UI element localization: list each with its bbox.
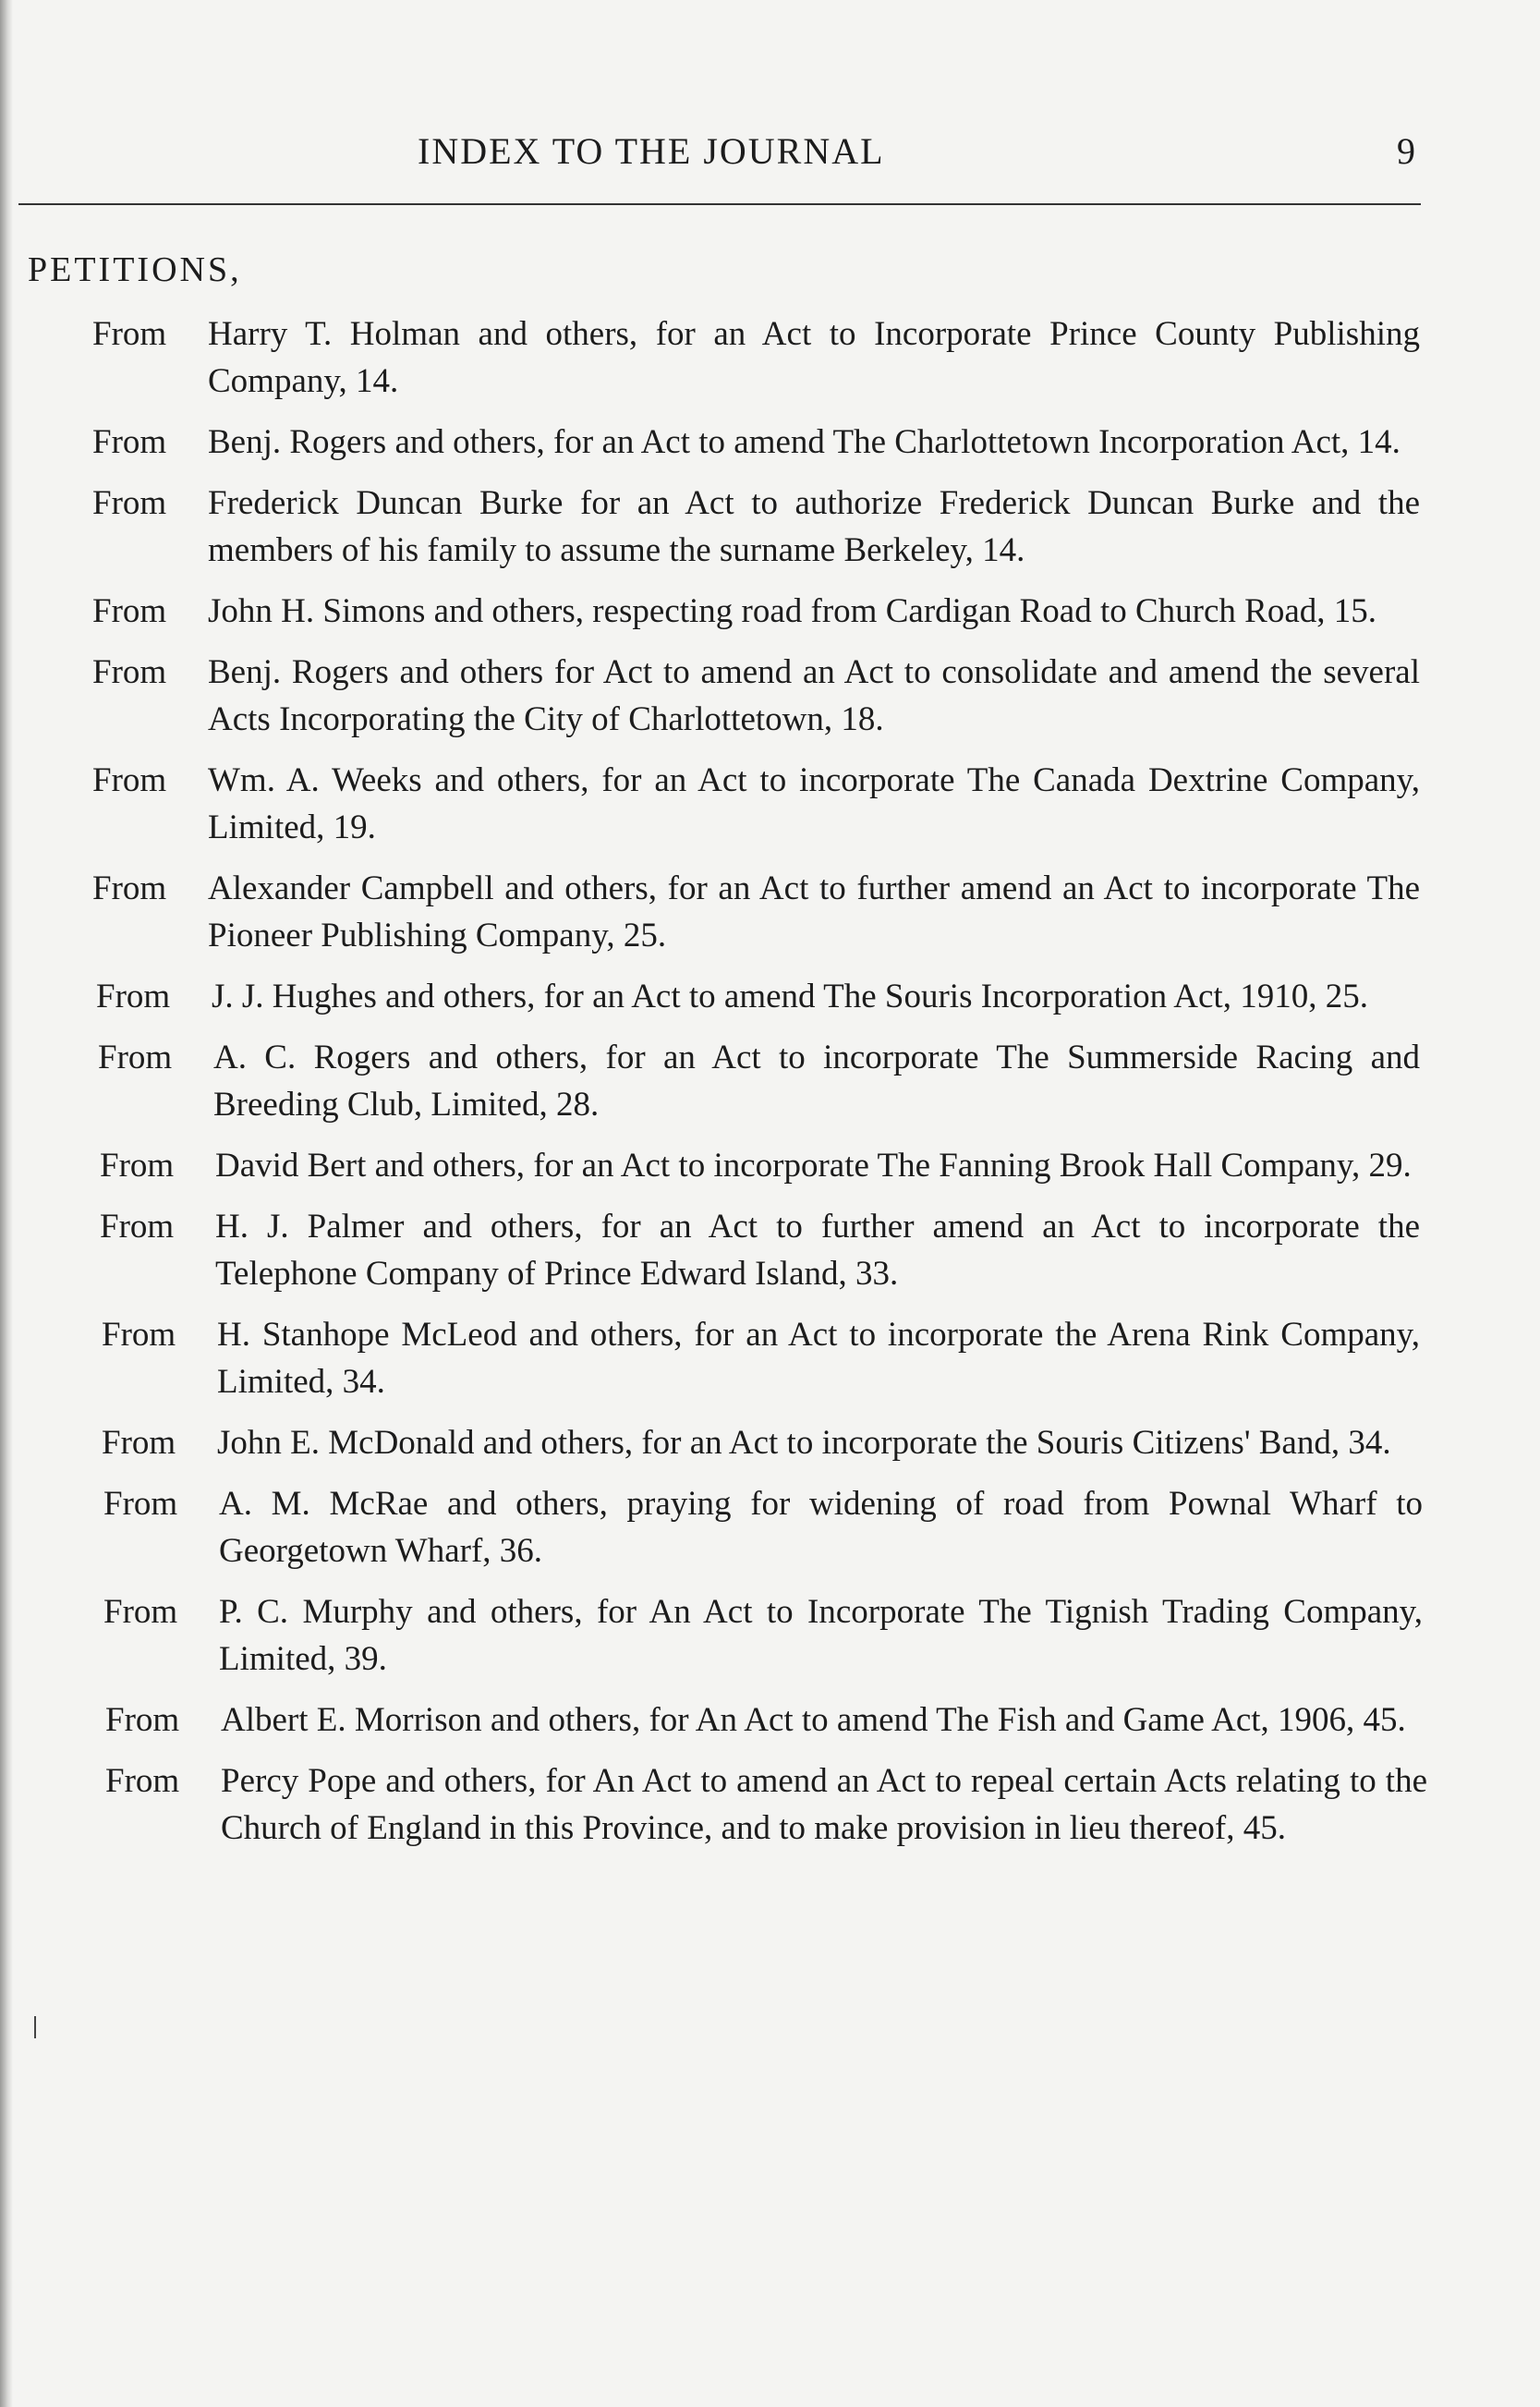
entry-lead: From [92,484,167,522]
petition-entry [92,865,1420,959]
petition-entry [92,419,1420,466]
entry-lead: From [105,1701,180,1739]
margin-mark [34,2016,36,2038]
header-rule [18,203,1421,205]
petition-list [0,310,1540,1866]
entry-text: Benj. Rogers and others for Act to amend an Act to consolidate and amend the several Acts Incorporating the City of Charlottetown, 18. [208,653,1420,738]
entry-lead: From [105,1762,180,1800]
entry-text: Frederick Duncan Burke for an Act to authorize Frederick Duncan Burke and the members of his family to assume the surname Berkeley, 14. [208,484,1420,569]
page-number: 9 [1397,130,1415,172]
entry-text: H. Stanhope McLeod and others, for an Act to incorporate the Arena Rink Company, Limited, 34. [217,1316,1420,1401]
entry-lead: From [102,1424,176,1462]
entry-lead: From [92,869,167,907]
entry-text: J. J. Hughes and others, for an Act to amend The Souris Incorporation Act, 1910, 25. [212,978,1368,1015]
entry-text: Harry T. Holman and others, for an Act to Incorporate Prince County Publishing Company, 14. [208,315,1420,400]
petition-entry [102,1419,1420,1466]
entry-text: David Bert and others, for an Act to incorporate The Fanning Brook Hall Company, 29. [215,1147,1412,1185]
entry-text: A. M. McRae and others, praying for widening of road from Pownal Wharf to Georgetown Wharf, 36. [219,1485,1423,1570]
petition-entry [100,1142,1420,1189]
petition-entry [92,649,1420,743]
entry-text: P. C. Murphy and others, for An Act to Incorporate The Tignish Trading Company, Limited, 39. [219,1593,1423,1678]
entry-lead: From [102,1316,176,1354]
entry-lead: From [92,761,167,799]
petition-entry [92,310,1420,405]
entry-text: Albert E. Morrison and others, for An Act to amend The Fish and Game Act, 1906, 45. [221,1701,1406,1739]
entry-text: Percy Pope and others, for An Act to amend an Act to repeal certain Acts relating to the Church of England in this Province, and to make provision in lieu thereof, 45. [221,1762,1427,1847]
entry-text: Benj. Rogers and others, for an Act to amend The Charlottetown Incorporation Act, 14. [208,423,1401,461]
running-header [0,129,1540,185]
petition-entry [100,1203,1420,1297]
entry-lead: From [98,1039,173,1076]
petition-entry [92,588,1420,635]
entry-lead: From [100,1147,175,1185]
entry-text: Alexander Campbell and others, for an Act to further amend an Act to incorporate The Pioneer Publishing Company, 25. [208,869,1420,954]
entry-lead: From [100,1208,175,1246]
entry-lead: From [96,978,171,1015]
entry-lead: From [92,315,167,353]
entry-text: John E. McDonald and others, for an Act to incorporate the Souris Citizens' Band, 34. [217,1424,1391,1462]
petition-entry [103,1480,1423,1574]
petition-entry [105,1757,1427,1852]
entry-text: John H. Simons and others, respecting road from Cardigan Road to Church Road, 15. [208,592,1376,630]
entry-lead: From [92,423,167,461]
entry-lead: From [103,1485,178,1523]
petition-entry [96,973,1420,1020]
entry-text: Wm. A. Weeks and others, for an Act to incorporate The Canada Dextrine Company, Limited, 19. [208,761,1420,846]
petition-entry [92,757,1420,851]
entry-lead: From [92,653,167,691]
petition-entry [98,1034,1420,1128]
petition-entry [102,1311,1420,1405]
petition-entry [105,1696,1425,1744]
petition-entry [92,480,1420,574]
entry-lead: From [92,592,167,630]
entry-text: A. C. Rogers and others, for an Act to incorporate The Summerside Racing and Breeding Club, Limited, 28. [213,1039,1420,1124]
petition-entry [103,1588,1423,1683]
entry-text: H. J. Palmer and others, for an Act to further amend an Act to incorporate the Telephone Company of Prince Edward Island, 33. [215,1208,1420,1293]
section-heading: PETITIONS, [28,250,242,289]
entry-lead: From [103,1593,178,1631]
header-title: INDEX TO THE JOURNAL [418,130,885,172]
